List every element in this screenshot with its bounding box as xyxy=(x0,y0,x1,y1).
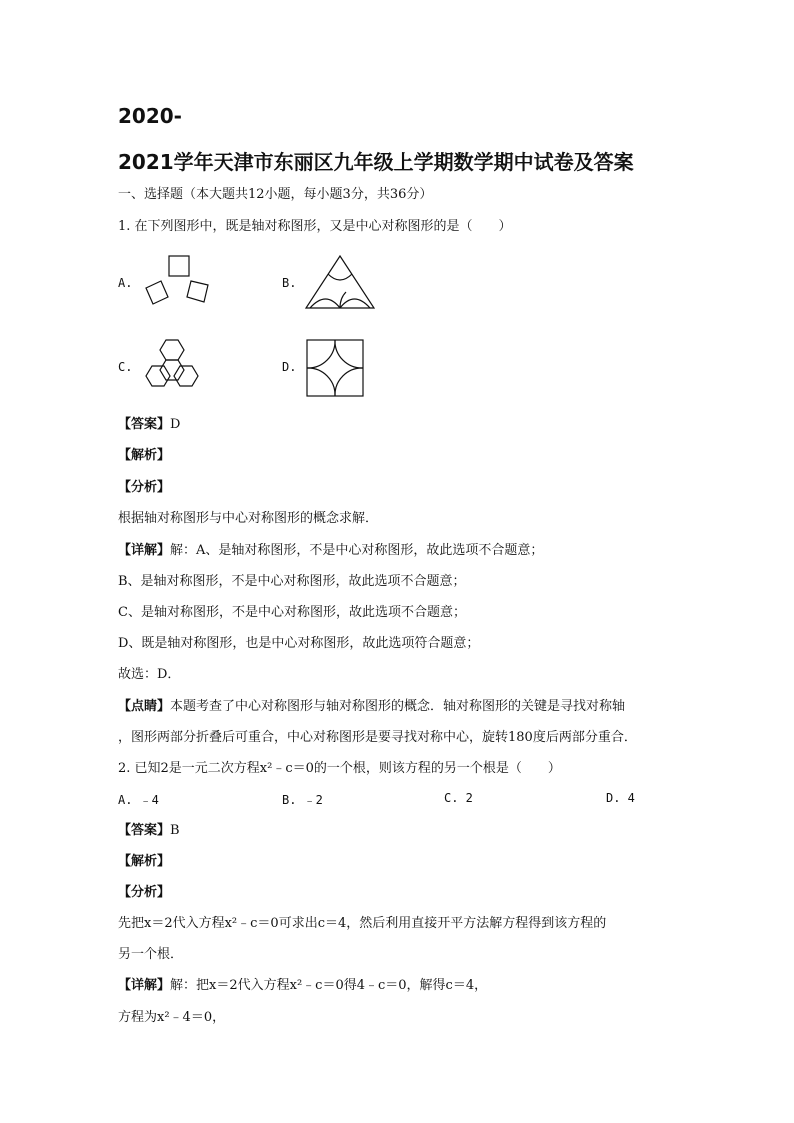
q1-detail-1-text: 解：A、是轴对称图形，不是中心对称图形，故此选项不合题意； xyxy=(170,543,544,558)
q1-jiexi: 【解析】 xyxy=(118,448,171,463)
q1-option-a-label: A. xyxy=(118,276,133,290)
q1-figure-d-square-arcs xyxy=(302,336,372,398)
q1-fenxi-text: 根据轴对称图形与中心对称图形的概念求解． xyxy=(118,511,379,526)
q1-detail-4: D、既是轴对称图形，也是中心对称图形，故此选项符合题意； xyxy=(118,636,480,651)
q1-figure-a-squares xyxy=(140,252,220,314)
q1-dianjing-tag: 【点睛】 xyxy=(118,699,171,714)
q1-dianjing-2: ，图形两部分折叠后可重合，中心对称图形是要寻找对称中心，旋转180度后两部分重合． xyxy=(118,730,637,745)
q1-option-b-label: B. xyxy=(282,276,297,290)
q2-detail-tag: 【详解】 xyxy=(118,978,171,993)
q2-option-a: A. ﹣4 xyxy=(118,793,159,807)
q1-dianjing-1 xyxy=(118,698,625,716)
q2-jiexi: 【解析】 xyxy=(118,854,171,869)
q2-detail-1-text: 解：把x＝2代入方程x²﹣c＝0得4﹣c＝0，解得c＝4， xyxy=(170,978,488,993)
q2-answer-tag: 【答案】 xyxy=(118,823,171,838)
q1-figure-b-triangle xyxy=(302,252,382,314)
q1-stem: 1. 在下列图形中，既是轴对称图形，又是中心对称图形的是（ ） xyxy=(118,219,512,234)
q1-detail-5: 故选：D． xyxy=(118,667,181,682)
q1-option-c-label: C. xyxy=(118,360,133,374)
q1-detail-3: C、是轴对称图形，不是中心对称图形，故此选项不合题意； xyxy=(118,605,466,620)
section-heading: 一、选择题（本大题共12小题，每小题3分，共36分） xyxy=(118,187,433,202)
q1-figure-c-hexagons xyxy=(140,336,220,398)
q2-answer-value: B xyxy=(170,823,180,838)
q1-fenxi: 【分析】 xyxy=(118,480,171,495)
q1-dianjing-1-text: 本题考查了中心对称图形与轴对称图形的概念．轴对称图形的关键是寻找对称轴 xyxy=(170,699,626,714)
q1-answer-value: D xyxy=(170,417,181,432)
q2-fenxi: 【分析】 xyxy=(118,885,171,900)
q2-answer xyxy=(118,822,180,840)
q2-detail-1 xyxy=(118,977,487,995)
q1-detail-1 xyxy=(118,542,543,560)
q2-detail-2: 方程为x²﹣4＝0， xyxy=(118,1010,226,1025)
q1-detail-tag: 【详解】 xyxy=(118,543,171,558)
q2-option-d: D. 4 xyxy=(606,791,635,805)
q1-detail-2: B、是轴对称图形，不是中心对称图形，故此选项不合题意； xyxy=(118,574,466,589)
q1-option-d-label: D. xyxy=(282,360,297,374)
q2-fenxi-text-2: 另一个根． xyxy=(118,947,184,962)
q1-answer xyxy=(118,416,180,434)
q2-fenxi-text-1: 先把x＝2代入方程x²﹣c＝0可求出c＝4，然后利用直接开平方法解方程得到该方程的 xyxy=(118,916,607,931)
doc-title-line1: 2020- xyxy=(118,104,182,128)
q2-stem: 2. 已知2是一元二次方程x²﹣c＝0的一个根，则该方程的另一个根是（ ） xyxy=(118,761,561,776)
q2-option-c: C. 2 xyxy=(444,791,473,805)
doc-title-line2: 2021学年天津市东丽区九年级上学期数学期中试卷及答案 xyxy=(118,150,634,174)
q1-answer-tag: 【答案】 xyxy=(118,417,171,432)
q2-option-b: B. ﹣2 xyxy=(282,793,323,807)
